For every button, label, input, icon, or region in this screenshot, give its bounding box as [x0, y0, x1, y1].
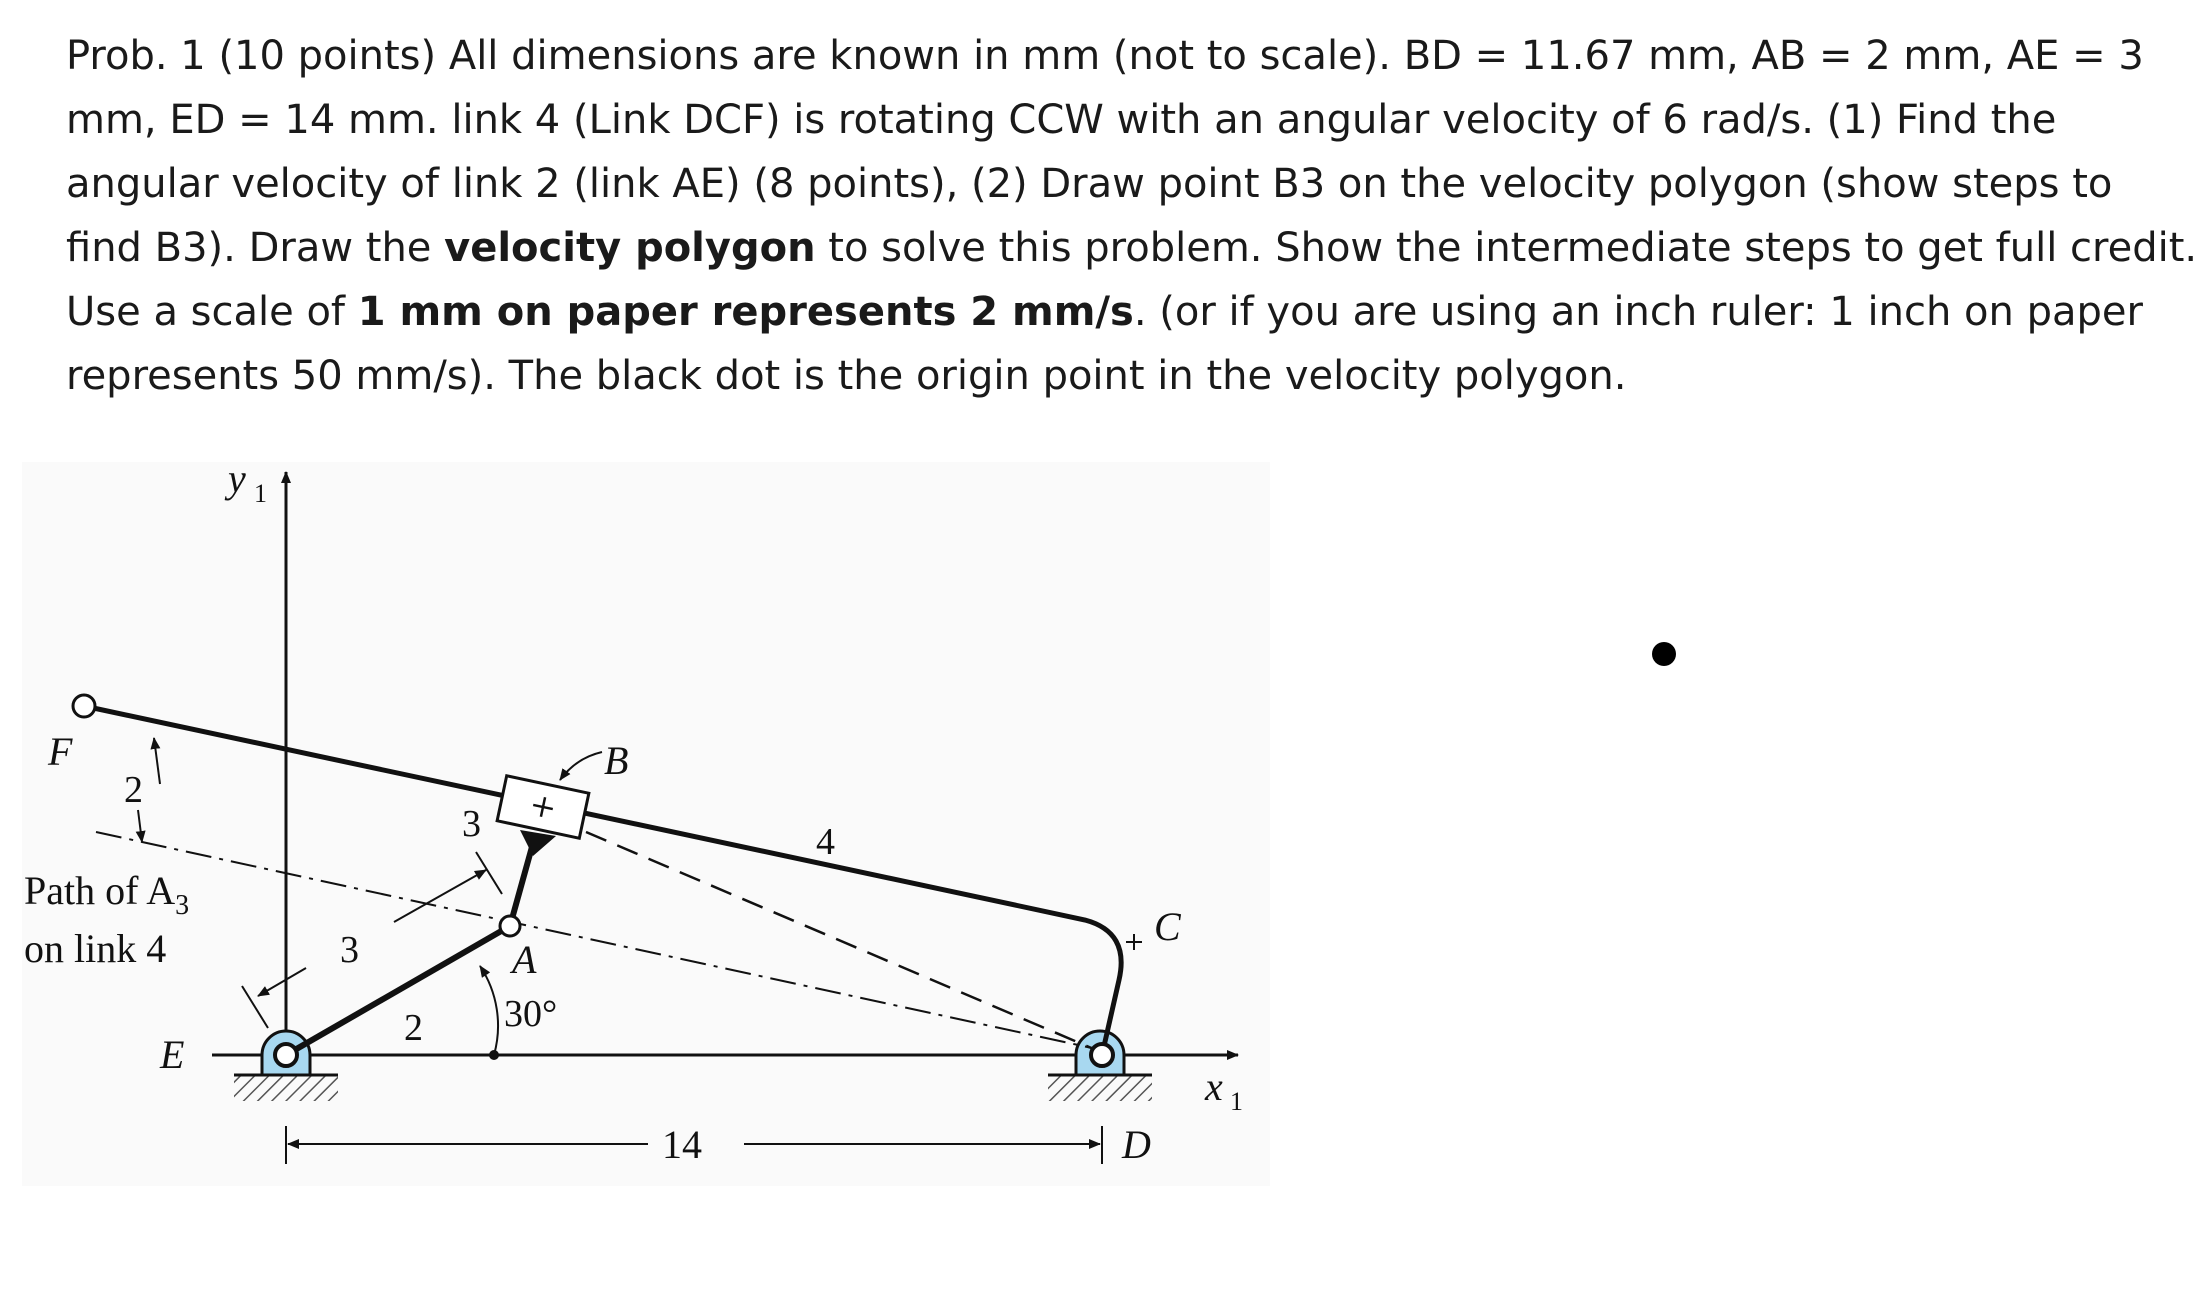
label-link-4: 4: [816, 821, 835, 863]
point-f: [73, 695, 95, 717]
y1-axis-label: y: [228, 456, 246, 501]
scale-emphasis: 1 mm on paper represents 2 mm/s: [357, 289, 1134, 335]
problem-line-2: mm, ED = 14 mm. link 4 (Link DCF) is rotating CCW with an angular velocity of 6 rad/s. (1) Find the: [66, 97, 2057, 143]
problem-line-4-end: to solve this problem. Show the intermediate steps to get full credit.: [815, 225, 2197, 271]
label-c: C: [1154, 904, 1181, 949]
problem-line-4-start: find B3). Draw the: [66, 225, 445, 271]
label-b: B: [604, 738, 629, 783]
ground-e-hatch: [234, 1075, 338, 1101]
y1-axis-subscript: 1: [254, 479, 267, 508]
ground-d-hatch: [1048, 1075, 1152, 1101]
point-a: [500, 916, 520, 936]
label-link-3: 3: [462, 803, 481, 845]
problem-line-5-start: Use a scale of: [66, 289, 358, 335]
label-offset-2: 2: [124, 769, 143, 811]
pin-d: [1091, 1044, 1113, 1066]
label-link-2: 2: [404, 1007, 423, 1049]
x1-axis-subscript: 1: [1230, 1087, 1243, 1116]
pin-e: [275, 1044, 297, 1066]
path-label-subscript: 3: [175, 890, 190, 921]
velocity-polygon-emphasis: velocity polygon: [444, 225, 816, 271]
path-label-line-2: on link 4: [24, 926, 167, 971]
label-e: E: [160, 1032, 185, 1077]
problem-line-5-end: . (or if you are using an inch ruler: 1 inch on paper: [1133, 289, 2143, 335]
angle-vertex-dot: [489, 1050, 499, 1060]
label-ed-14: 14: [662, 1122, 702, 1167]
label-angle: 30°: [504, 993, 558, 1035]
problem-line-6: represents 50 mm/s). The black dot is the origin point in the velocity polygon.: [66, 353, 1627, 399]
x1-axis-label: x: [1205, 1064, 1223, 1109]
label-d: D: [1122, 1122, 1151, 1167]
label-a: A: [512, 937, 537, 982]
problem-line-3: angular velocity of link 2 (link AE) (8 points), (2) Draw point B3 on the velocity polygon (show steps to: [66, 161, 2113, 207]
problem-line-1: Prob. 1 (10 points) All dimensions are known in mm (not to scale). BD = 11.67 mm, AB = 2 mm, AE = 3: [66, 33, 2144, 79]
label-ae-3: 3: [340, 929, 359, 971]
label-f: F: [48, 729, 73, 774]
velocity-origin-dot: [1652, 642, 1676, 666]
path-label-text: Path of A: [24, 868, 176, 913]
